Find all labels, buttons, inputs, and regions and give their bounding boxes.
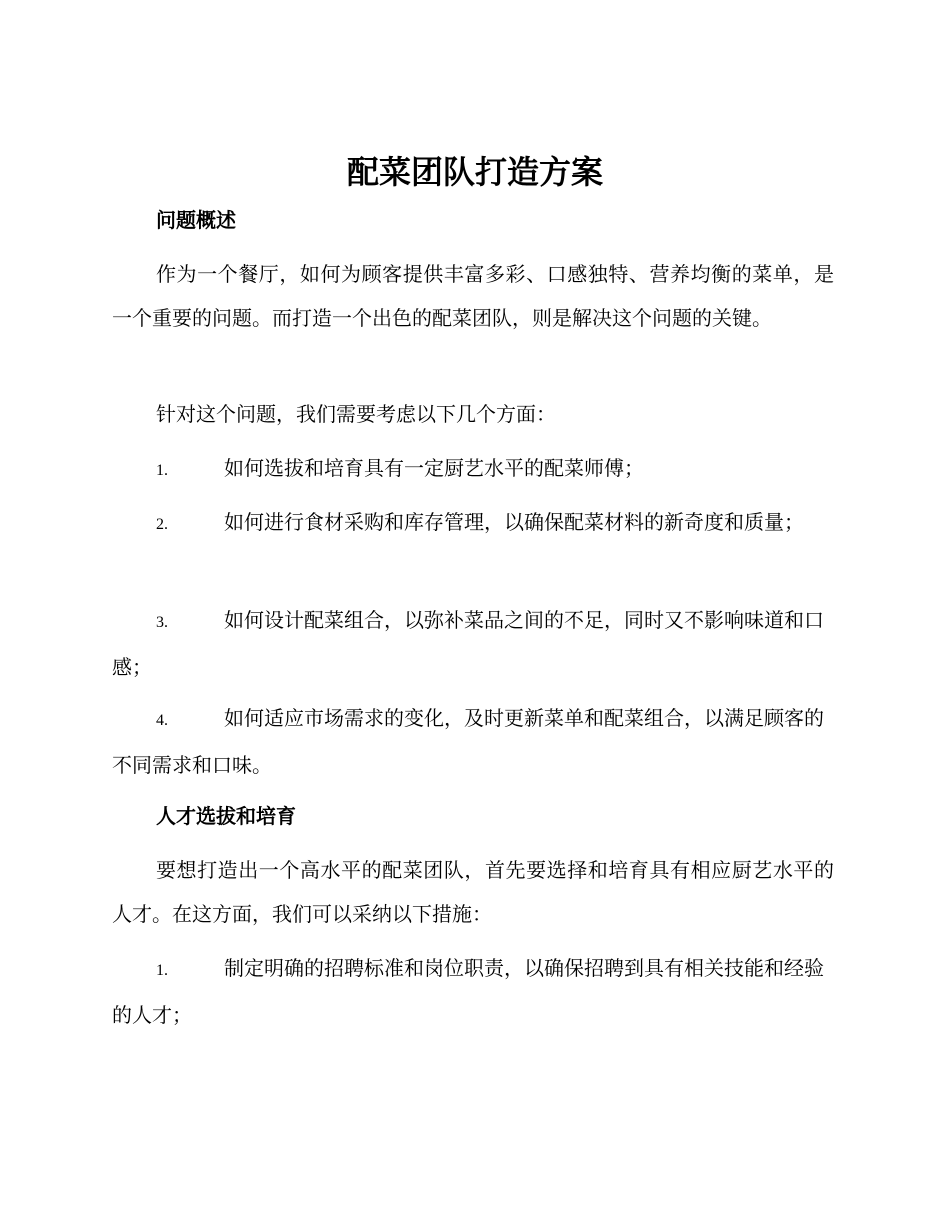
list-item (112, 446, 834, 493)
list-text: 如何适应市场需求的变化，及时更新菜单和配菜组合，以满足顾客的不同需求和口味。 (112, 706, 824, 777)
list-item (112, 696, 834, 787)
paragraph-aspects: 针对这个问题，我们需要考虑以下几个方面： (156, 402, 556, 426)
list-item (112, 598, 834, 689)
list-number: 3. (156, 614, 168, 631)
list-number: 2. (156, 516, 168, 533)
list-text: 如何进行食材采购和库存管理，以确保配菜材料的新奇度和质量； (224, 510, 804, 534)
list-text: 如何选拔和培育具有一定厨艺水平的配菜师傅； (224, 456, 644, 480)
paragraph-talent: 要想打造出一个高水平的配菜团队，首先要选择和培育具有相应厨艺水平的人才。在这方面，我们可以采纳以下措施： (112, 858, 834, 926)
list-number: 1. (156, 462, 168, 479)
document-title: 配菜团队打造方案 (346, 153, 603, 191)
list-number: 1. (156, 962, 168, 979)
list-text: 制定明确的招聘标准和岗位职责，以确保招聘到具有相关技能和经验的人才； (112, 956, 824, 1027)
list-item (112, 500, 834, 547)
section-heading-overview: 问题概述 (156, 208, 236, 232)
section-heading-talent: 人才选拔和培育 (156, 804, 296, 828)
list-text: 如何设计配菜组合，以弥补菜品之间的不足，同时又不影响味道和口感； (112, 608, 824, 679)
paragraph-intro: 作为一个餐厅，如何为顾客提供丰富多彩、口感独特、营养均衡的菜单，是一个重要的问题。而打造一个出色的配菜团队，则是解决这个问题的关键。 (112, 262, 834, 330)
list-item (112, 946, 834, 1037)
list-number: 4. (156, 712, 168, 729)
